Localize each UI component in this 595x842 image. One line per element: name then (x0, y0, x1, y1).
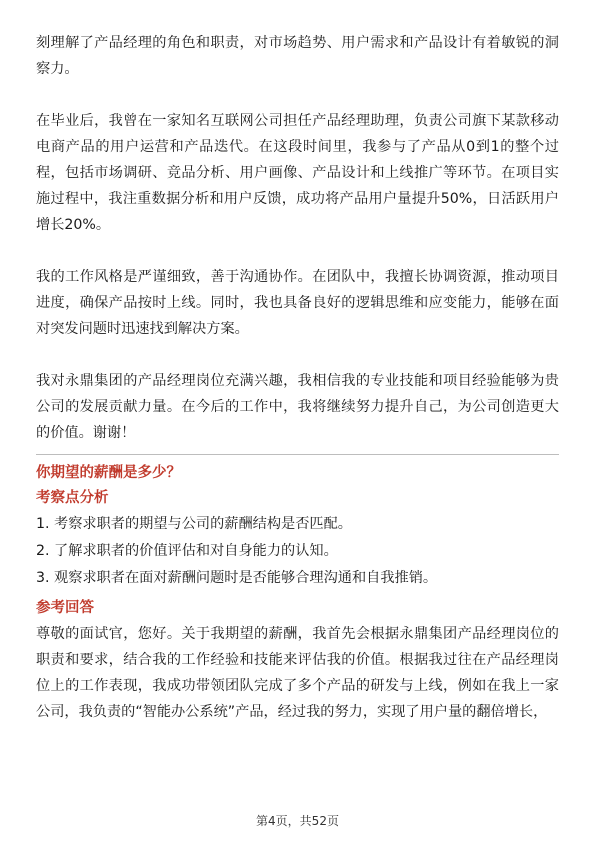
list-item: 2. 了解求职者的价值评估和对自身能力的认知。 (36, 543, 338, 559)
document-page (36, 30, 559, 725)
list-item: 3. 观察求职者在面对薪酬问题时是否能够合理沟通和自我推销。 (36, 570, 438, 586)
paragraph-intro-continued: 刻理解了产品经理的角色和职责，对市场趋势、用户需求和产品设计有着敏锐的洞察力。 (36, 35, 559, 77)
answer-text: 尊敬的面试官，您好。关于我期望的薪酬，我首先会根据永鼎集团产品经理岗位的职责和要求，结合我的工作经验和技能来评估我的价值。根据我过往在产品经理岗位上的工作表现，我成功带领团队完成了多个产品的研发与上线，例如在我上一家公司，我负责的“智能办公系统”产品，经过我的努力，实现了用户量的翻倍增长， (36, 626, 559, 720)
paragraph-closing: 我对永鼎集团的产品经理岗位充满兴趣，我相信我的专业技能和项目经验能够为贵公司的发展贡献力量。在今后的工作中，我将继续努力提升自己，为公司创造更大的价值。谢谢！ (36, 373, 559, 441)
paragraph-work-style: 我的工作风格是严谨细致，善于沟通协作。在团队中，我擅长协调资源，推动项目进度，确保产品按时上线。同时，我也具备良好的逻辑思维和应变能力，能够在面对突发问题时迅速找到解决方案。 (36, 269, 559, 337)
section-divider (36, 454, 559, 455)
page-number: 第4页，共52页 (256, 814, 339, 828)
answer-heading: 参考回答 (36, 600, 94, 616)
analysis-heading: 考察点分析 (36, 490, 109, 506)
list-item: 1. 考察求职者的期望与公司的薪酬结构是否匹配。 (36, 516, 352, 532)
paragraph-experience: 在毕业后，我曾在一家知名互联网公司担任产品经理助理，负责公司旗下某款移动电商产品的用户运营和产品迭代。在这段时间里，我参与了产品从0到1的整个过程，包括市场调研、竞品分析、用户画像、产品设计和上线推广等环节。在项目实施过程中，我注重数据分析和用户反馈，成功将产品用户量提升50%，日活跃用户增长20%。 (36, 113, 559, 233)
analysis-list (36, 511, 559, 592)
question-heading: 你期望的薪酬是多少？ (36, 465, 181, 481)
